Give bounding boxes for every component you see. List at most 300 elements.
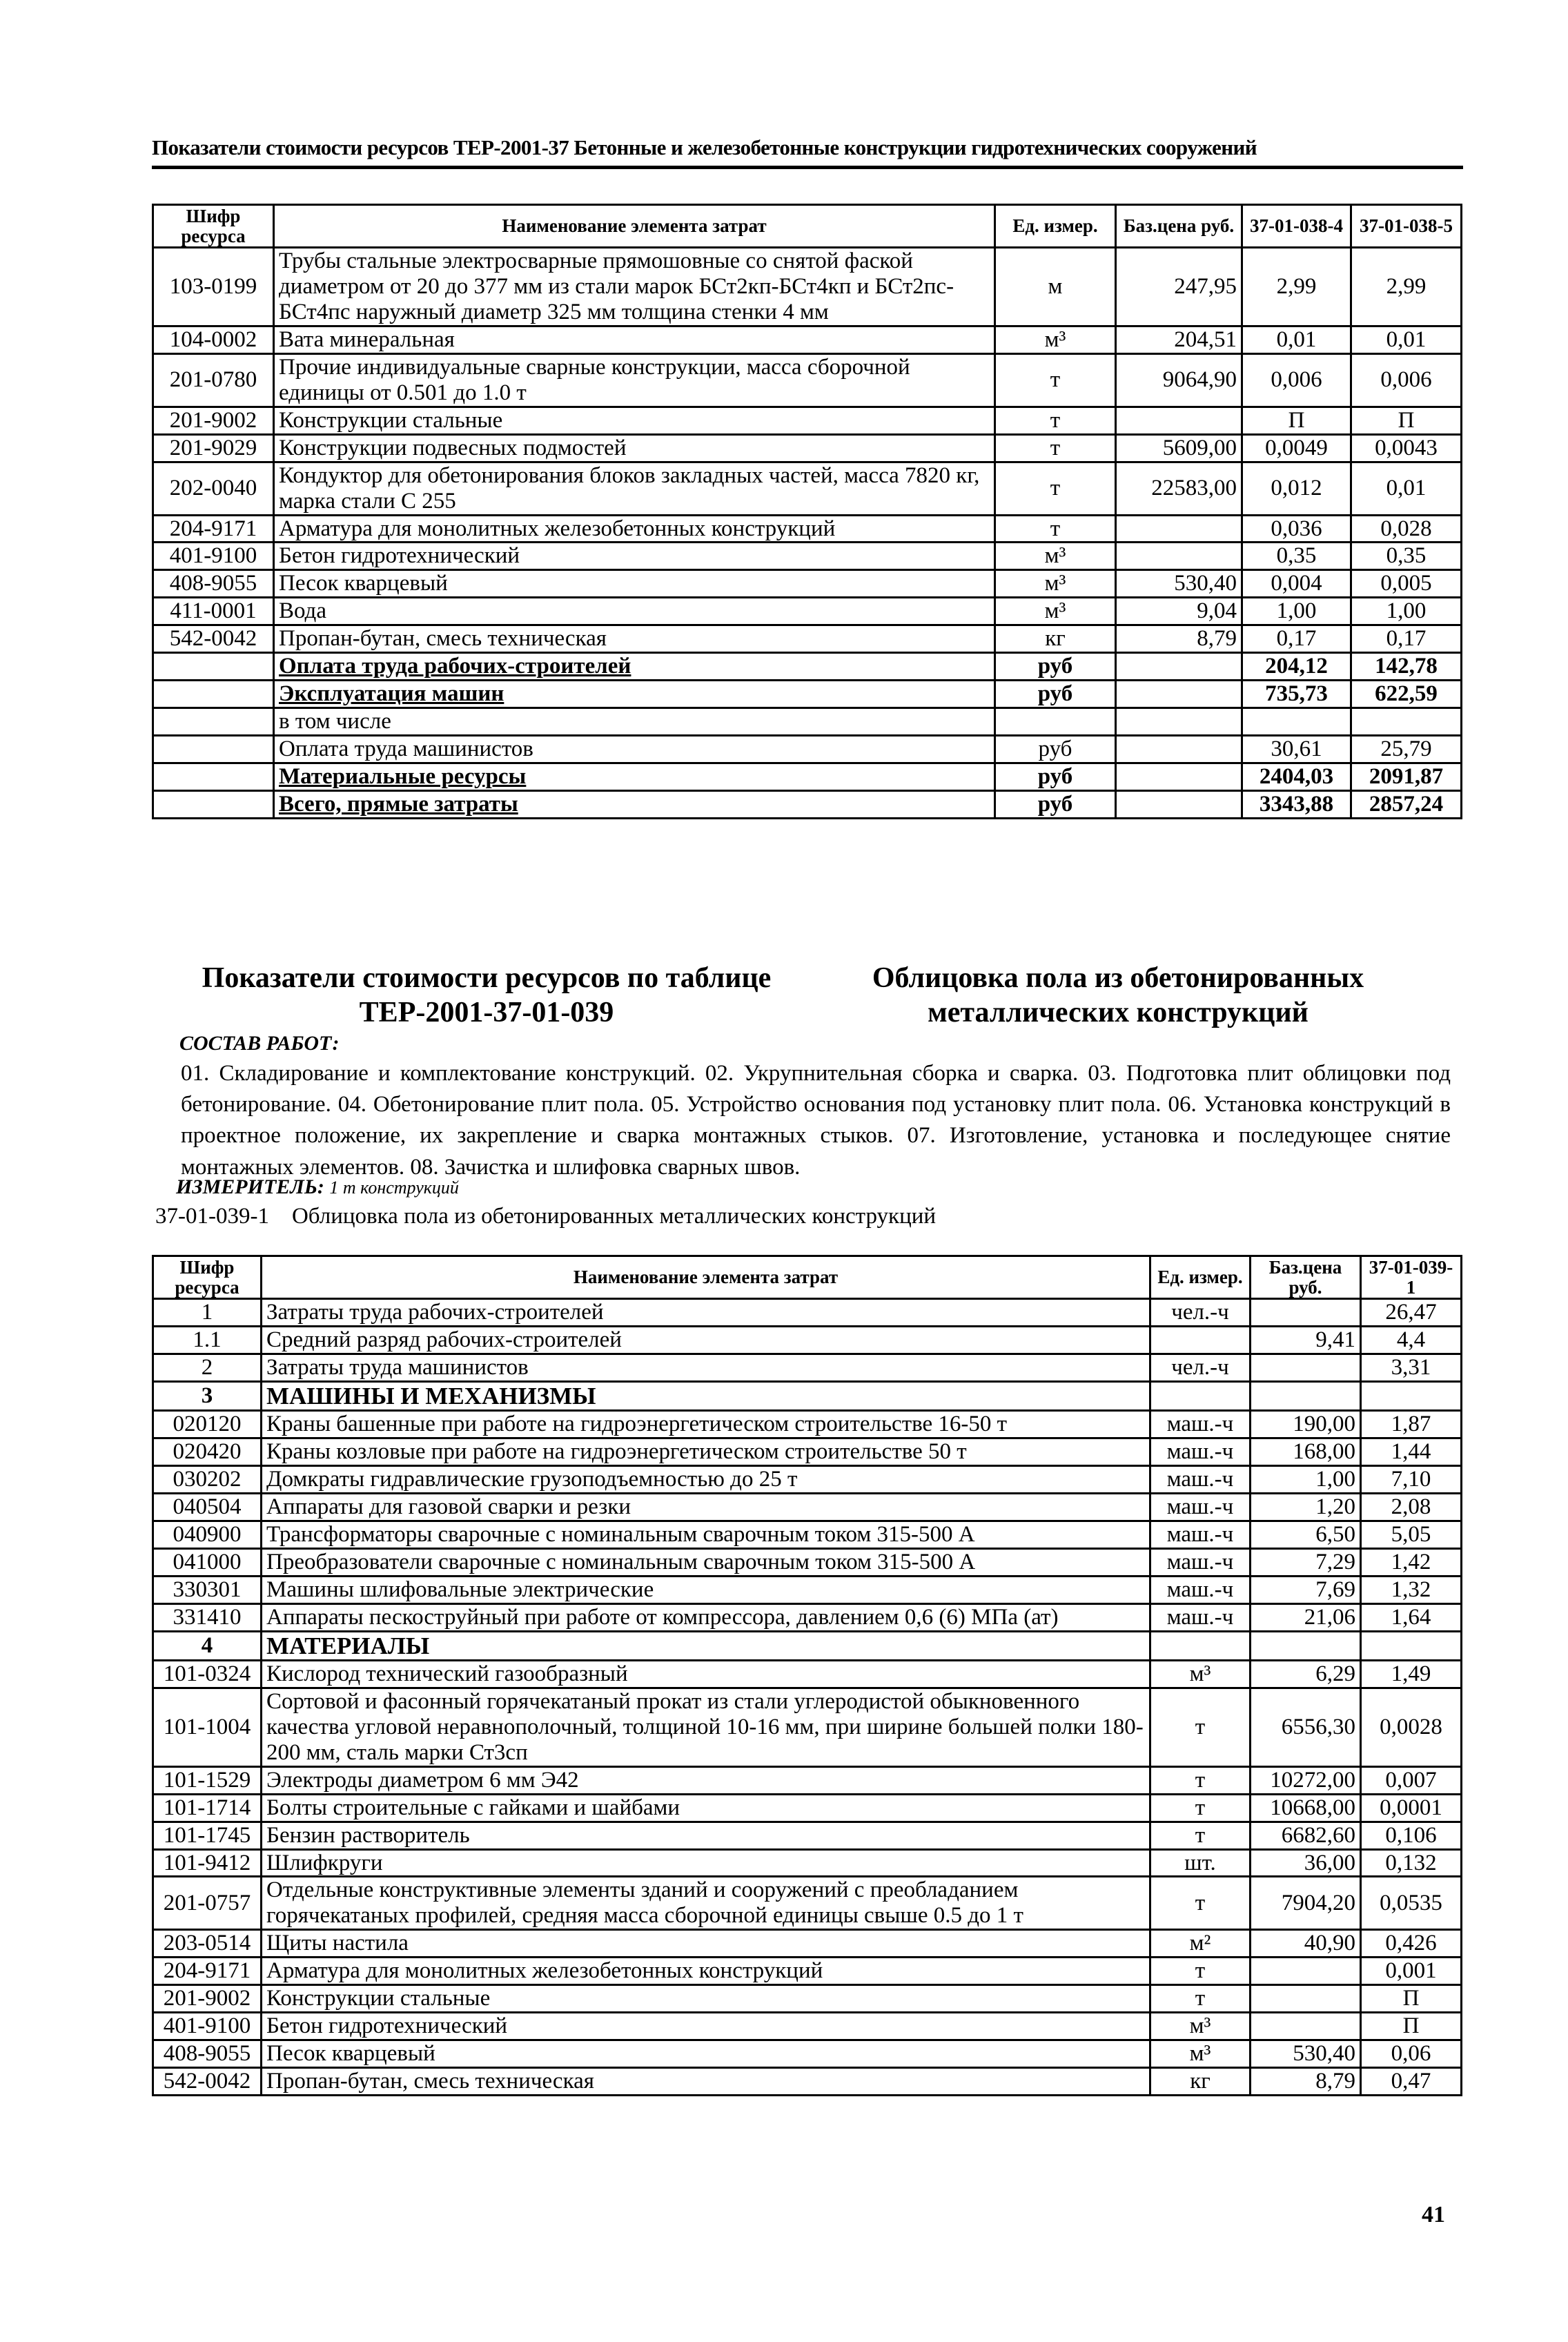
resource-name: Арматура для монолитных железобетонных конструкций	[274, 515, 995, 543]
resource-unit: т	[995, 407, 1116, 434]
summary-value-1: 30,61	[1242, 736, 1351, 763]
table-row	[153, 570, 1462, 598]
resource-code: 2	[153, 1354, 262, 1381]
norm-value-1: 0,012	[1242, 462, 1351, 515]
norm-value	[1361, 1631, 1462, 1660]
base-price: 9064,90	[1116, 353, 1242, 407]
base-price	[1116, 543, 1242, 570]
summary-price	[1116, 681, 1242, 708]
base-price: 40,90	[1251, 1930, 1361, 1958]
resource-name: Краны козловые при работе на гидроэнергетическом строительстве 50 т	[262, 1438, 1150, 1466]
table-row	[153, 515, 1462, 543]
norm-value-1: П	[1242, 407, 1351, 434]
norm-value: 1,32	[1361, 1576, 1462, 1603]
resource-unit: маш.-ч	[1150, 1603, 1251, 1631]
table-row	[153, 1985, 1462, 2013]
base-price: 6,29	[1251, 1660, 1361, 1688]
table-row	[153, 1794, 1462, 1822]
base-price: 1,20	[1251, 1493, 1361, 1521]
resource-unit: т	[1150, 1877, 1251, 1930]
base-price: 21,06	[1251, 1603, 1361, 1631]
summary-unit: руб	[995, 681, 1116, 708]
table-row	[153, 353, 1462, 407]
summary-name: в том числе	[274, 708, 995, 736]
resource-code: 104-0002	[153, 326, 274, 353]
table-row	[153, 1603, 1462, 1631]
resource-unit: маш.-ч	[1150, 1576, 1251, 1603]
section-row	[153, 1381, 1462, 1410]
table-row	[153, 1548, 1462, 1576]
resource-unit: шт.	[1150, 1849, 1251, 1877]
resource-name: Песок кварцевый	[262, 2040, 1150, 2068]
norm-value: 4,4	[1361, 1326, 1462, 1354]
resource-code: 201-0780	[153, 353, 274, 407]
summary-value-1: 3343,88	[1242, 791, 1351, 819]
norm-value-2: П	[1351, 407, 1462, 434]
table-row	[153, 2068, 1462, 2096]
resource-unit: маш.-ч	[1150, 1548, 1251, 1576]
resource-unit	[1150, 1381, 1251, 1410]
summary-value-2: 622,59	[1351, 681, 1462, 708]
norm-value: 3,31	[1361, 1354, 1462, 1381]
blank-cell	[153, 681, 274, 708]
col-header-unit: Ед. измер.	[1150, 1256, 1251, 1299]
resource-name: Средний разряд рабочих-строителей	[262, 1326, 1150, 1354]
summary-unit: руб	[995, 653, 1116, 681]
summary-value-2: 2857,24	[1351, 791, 1462, 819]
summary-value-2	[1351, 708, 1462, 736]
base-price: 6682,60	[1251, 1822, 1361, 1849]
norm-value-2: 0,01	[1351, 462, 1462, 515]
summary-row	[153, 708, 1462, 736]
summary-value-2: 25,79	[1351, 736, 1462, 763]
resource-name: Затраты труда рабочих-строителей	[262, 1299, 1150, 1327]
norm-value: 5,05	[1361, 1521, 1462, 1548]
table-row	[153, 1465, 1462, 1493]
resource-name: МАТЕРИАЛЫ	[262, 1631, 1150, 1660]
base-price: 247,95	[1116, 248, 1242, 326]
resource-code: 101-0324	[153, 1660, 262, 1688]
table-row	[153, 462, 1462, 515]
table-row	[153, 1521, 1462, 1548]
norm-value-2: 2,99	[1351, 248, 1462, 326]
norm-value-2: 1,00	[1351, 598, 1462, 625]
norm-value	[1361, 1381, 1462, 1410]
col-header-norm: 37-01-039-1	[1361, 1256, 1462, 1299]
col-header-unit: Ед. измер.	[995, 205, 1116, 248]
summary-unit: руб	[995, 736, 1116, 763]
resource-name: Пропан-бутан, смесь техническая	[274, 625, 995, 653]
col-header-price: Баз.цена руб.	[1116, 205, 1242, 248]
norm-value: 1,42	[1361, 1548, 1462, 1576]
norm-value: П	[1361, 1985, 1462, 2013]
resource-code: 330301	[153, 1576, 262, 1603]
resource-unit: т	[995, 353, 1116, 407]
table-row	[153, 1849, 1462, 1877]
resource-table-038	[152, 204, 1462, 819]
resource-code: 204-9171	[153, 515, 274, 543]
table-row	[153, 1877, 1462, 1930]
table-row	[153, 1438, 1462, 1466]
resource-code: 040504	[153, 1493, 262, 1521]
resource-unit: т	[1150, 1794, 1251, 1822]
resource-unit: м³	[1150, 2013, 1251, 2040]
base-price	[1251, 1985, 1361, 2013]
table-row	[153, 1688, 1462, 1766]
resource-name: Болты строительные с гайками и шайбами	[262, 1794, 1150, 1822]
norm-value-2: 0,17	[1351, 625, 1462, 653]
base-price: 10668,00	[1251, 1794, 1361, 1822]
resource-unit: т	[995, 434, 1116, 462]
norm-line	[155, 1204, 936, 1229]
resource-code: 408-9055	[153, 2040, 262, 2068]
summary-price	[1116, 653, 1242, 681]
norm-value-2: 0,0043	[1351, 434, 1462, 462]
base-price	[1251, 1381, 1361, 1410]
resource-unit: м²	[1150, 1930, 1251, 1958]
resource-name: Аппараты для газовой сварки и резки	[262, 1493, 1150, 1521]
resource-code: 020120	[153, 1411, 262, 1438]
table-row	[153, 543, 1462, 570]
summary-row	[153, 681, 1462, 708]
resource-code: 203-0514	[153, 1930, 262, 1958]
resource-name: Щиты настила	[262, 1930, 1150, 1958]
base-price: 9,04	[1116, 598, 1242, 625]
base-price: 6556,30	[1251, 1688, 1361, 1766]
table-row	[153, 1354, 1462, 1381]
resource-unit: т	[1150, 1985, 1251, 2013]
summary-row	[153, 763, 1462, 791]
summary-unit: руб	[995, 763, 1116, 791]
base-price: 190,00	[1251, 1411, 1361, 1438]
summary-unit	[995, 708, 1116, 736]
resource-unit: маш.-ч	[1150, 1521, 1251, 1548]
resource-name: Электроды диаметром 6 мм Э42	[262, 1766, 1150, 1794]
table-row	[153, 326, 1462, 353]
summary-name: Оплата труда рабочих-строителей	[274, 653, 995, 681]
table2-body	[153, 1299, 1462, 2096]
norm-value: 26,47	[1361, 1299, 1462, 1327]
col-header-name: Наименование элемента затрат	[274, 205, 995, 248]
norm-value-2: 0,006	[1351, 353, 1462, 407]
blank-cell	[153, 653, 274, 681]
resource-name: Шлифкруги	[262, 1849, 1150, 1877]
norm-value-1: 1,00	[1242, 598, 1351, 625]
base-price: 530,40	[1251, 2040, 1361, 2068]
summary-name: Материальные ресурсы	[274, 763, 995, 791]
composition-label: СОСТАВ РАБОТ:	[179, 1032, 340, 1055]
summary-price	[1116, 736, 1242, 763]
table-row	[153, 1576, 1462, 1603]
resource-name: Машины шлифовальные электрические	[262, 1576, 1150, 1603]
summary-name: Всего, прямые затраты	[274, 791, 995, 819]
norm-value-1: 2,99	[1242, 248, 1351, 326]
summary-row	[153, 653, 1462, 681]
resource-unit: м³	[995, 598, 1116, 625]
table-row	[153, 1930, 1462, 1958]
resource-name: Бетон гидротехнический	[262, 2013, 1150, 2040]
base-price: 36,00	[1251, 1849, 1361, 1877]
summary-value-1: 735,73	[1242, 681, 1351, 708]
resource-name: Трубы стальные электросварные прямошовные со снятой фаской диаметром от 20 до 377 мм из стали марок БСт2кп-БСт4кп и БСт2пс-БСт4пс наружный диаметр 325 мм толщина стенки 4 мм	[274, 248, 995, 326]
summary-price	[1116, 708, 1242, 736]
resource-code: 040900	[153, 1521, 262, 1548]
resource-code: 331410	[153, 1603, 262, 1631]
norm-value: 0,47	[1361, 2068, 1462, 2096]
base-price: 530,40	[1116, 570, 1242, 598]
norm-value-1: 0,036	[1242, 515, 1351, 543]
resource-unit: т	[995, 515, 1116, 543]
resource-unit: т	[995, 462, 1116, 515]
norm-value-2: 0,35	[1351, 543, 1462, 570]
resource-unit	[1150, 1631, 1251, 1660]
page-header: Показатели стоимости ресурсов ТЕР-2001-37 Бетонные и железобетонные конструкции гидротехнических сооружений	[152, 135, 1257, 159]
base-price	[1116, 515, 1242, 543]
blank-cell	[153, 736, 274, 763]
base-price	[1116, 407, 1242, 434]
norm-value-2: 0,01	[1351, 326, 1462, 353]
base-price	[1251, 1631, 1361, 1660]
resource-code: 201-9029	[153, 434, 274, 462]
summary-price	[1116, 763, 1242, 791]
resource-name: Трансформаторы сварочные с номинальным сварочным током 315-500 А	[262, 1521, 1150, 1548]
resource-name: Аппараты пескоструйный при работе от компрессора, давлением 0,6 (6) МПа (ат)	[262, 1603, 1150, 1631]
resource-code: 408-9055	[153, 570, 274, 598]
norm-value: 2,08	[1361, 1493, 1462, 1521]
resource-name: Краны башенные при работе на гидроэнергетическом строительстве 16-50 т	[262, 1411, 1150, 1438]
base-price: 1,00	[1251, 1465, 1361, 1493]
base-price: 7904,20	[1251, 1877, 1361, 1930]
resource-code: 101-1529	[153, 1766, 262, 1794]
resource-unit: т	[1150, 1688, 1251, 1766]
resource-name: Отдельные конструктивные элементы зданий и сооружений с преобладанием горячекатаных профилей, средняя масса сборочной единицы свыше 0.5 до 1 т	[262, 1877, 1150, 1930]
norm-value: 1,64	[1361, 1603, 1462, 1631]
page-number: 41	[1422, 2202, 1445, 2227]
resource-unit: м³	[995, 326, 1116, 353]
resource-code: 201-0757	[153, 1877, 262, 1930]
norm-value: 0,132	[1361, 1849, 1462, 1877]
base-price: 5609,00	[1116, 434, 1242, 462]
resource-unit: т	[1150, 1822, 1251, 1849]
table-row	[153, 1660, 1462, 1688]
table-row	[153, 1822, 1462, 1849]
resource-name: Кондуктор для обетонирования блоков закладных частей, масса 7820 кг, марка стали С 255	[274, 462, 995, 515]
composition-text: 01. Складирование и комплектование конструкций. 02. Укрупнительная сборка и сварка. 03. Подготовка плит облицовки под бетонирование. 04. Обетонирование плит пола. 05. Устройство основания под установку плит пола. 06. Установка конструкций в проектное положение, их закрепление и сварка монтажных стыков. 07. Изготовление, установка и последующее снятие монтажных элементов. 08. Зачистка и шлифовка сварных швов.	[181, 1061, 1451, 1180]
summary-name: Оплата труда машинистов	[274, 736, 995, 763]
norm-value-1: 0,006	[1242, 353, 1351, 407]
resource-name: Конструкции подвесных подмостей	[274, 434, 995, 462]
base-price: 204,51	[1116, 326, 1242, 353]
base-price: 10272,00	[1251, 1766, 1361, 1794]
resource-code: 030202	[153, 1465, 262, 1493]
norm-value: 1,87	[1361, 1411, 1462, 1438]
summary-price	[1116, 791, 1242, 819]
base-price	[1251, 1958, 1361, 1985]
resource-unit: м³	[995, 543, 1116, 570]
resource-code: 4	[153, 1631, 262, 1660]
table-row	[153, 1299, 1462, 1327]
resource-table-039	[152, 1255, 1462, 2096]
resource-unit	[1150, 1326, 1251, 1354]
base-price: 168,00	[1251, 1438, 1361, 1466]
resource-code: 3	[153, 1381, 262, 1410]
table-row	[153, 248, 1462, 326]
col-header-name: Наименование элемента затрат	[262, 1256, 1150, 1299]
norm-value-2: 0,005	[1351, 570, 1462, 598]
table-row	[153, 625, 1462, 653]
summary-value-1	[1242, 708, 1351, 736]
resource-code: 411-0001	[153, 598, 274, 625]
resource-unit: маш.-ч	[1150, 1493, 1251, 1521]
resource-name: Вата минеральная	[274, 326, 995, 353]
col-header-code: Шифр ресурса	[153, 1256, 262, 1299]
base-price: 6,50	[1251, 1521, 1361, 1548]
norm-value: 0,06	[1361, 2040, 1462, 2068]
norm-value-1: 0,01	[1242, 326, 1351, 353]
resource-code: 542-0042	[153, 625, 274, 653]
resource-code: 103-0199	[153, 248, 274, 326]
norm-value: 1,49	[1361, 1660, 1462, 1688]
summary-unit: руб	[995, 791, 1116, 819]
resource-unit: маш.-ч	[1150, 1465, 1251, 1493]
col-header-norm-1: 37-01-038-4	[1242, 205, 1351, 248]
resource-name: Арматура для монолитных железобетонных конструкций	[262, 1958, 1150, 1985]
resource-unit: кг	[1150, 2068, 1251, 2096]
resource-unit: кг	[995, 625, 1116, 653]
norm-value: 0,0028	[1361, 1688, 1462, 1766]
resource-code: 101-1714	[153, 1794, 262, 1822]
norm-value: 0,0001	[1361, 1794, 1462, 1822]
resource-code: 204-9171	[153, 1958, 262, 1985]
resource-name: Вода	[274, 598, 995, 625]
resource-unit: маш.-ч	[1150, 1411, 1251, 1438]
resource-code: 1	[153, 1299, 262, 1327]
resource-code: 101-1004	[153, 1688, 262, 1766]
meter-line	[176, 1175, 459, 1199]
resource-unit: т	[1150, 1766, 1251, 1794]
base-price	[1251, 1299, 1361, 1327]
resource-name: Пропан-бутан, смесь техническая	[262, 2068, 1150, 2096]
summary-row	[153, 736, 1462, 763]
resource-name: Кислород технический газообразный	[262, 1660, 1150, 1688]
resource-name: Конструкции стальные	[274, 407, 995, 434]
resource-code: 1.1	[153, 1326, 262, 1354]
table-row	[153, 598, 1462, 625]
summary-value-1: 2404,03	[1242, 763, 1351, 791]
norm-value-1: 0,35	[1242, 543, 1351, 570]
norm-value: 0,426	[1361, 1930, 1462, 1958]
meter-label: ИЗМЕРИТЕЛЬ:	[176, 1175, 324, 1198]
norm-code: 37-01-039-1	[155, 1204, 269, 1229]
resource-unit: чел.-ч	[1150, 1299, 1251, 1327]
table-row	[153, 1411, 1462, 1438]
base-price: 8,79	[1251, 2068, 1361, 2096]
base-price: 8,79	[1116, 625, 1242, 653]
base-price	[1251, 1354, 1361, 1381]
summary-value-2: 142,78	[1351, 653, 1462, 681]
section-row	[153, 1631, 1462, 1660]
resource-code: 542-0042	[153, 2068, 262, 2096]
resource-name: МАШИНЫ И МЕХАНИЗМЫ	[262, 1381, 1150, 1410]
table-row	[153, 2013, 1462, 2040]
base-price: 7,29	[1251, 1548, 1361, 1576]
resource-name: Песок кварцевый	[274, 570, 995, 598]
norm-value: 0,007	[1361, 1766, 1462, 1794]
table-row	[153, 434, 1462, 462]
base-price: 22583,00	[1116, 462, 1242, 515]
resource-name: Бетон гидротехнический	[274, 543, 995, 570]
resource-name: Бензин растворитель	[262, 1822, 1150, 1849]
table-row	[153, 1326, 1462, 1354]
base-price	[1251, 2013, 1361, 2040]
summary-value-2: 2091,87	[1351, 763, 1462, 791]
norm-value: 1,44	[1361, 1438, 1462, 1466]
table-row	[153, 407, 1462, 434]
col-header-price: Баз.цена руб.	[1251, 1256, 1361, 1299]
col-header-norm-2: 37-01-038-5	[1351, 205, 1462, 248]
resource-unit: м³	[1150, 2040, 1251, 2068]
resource-name: Домкраты гидравлические грузоподъемностью до 25 т	[262, 1465, 1150, 1493]
resource-name: Конструкции стальные	[262, 1985, 1150, 2013]
resource-name: Затраты труда машинистов	[262, 1354, 1150, 1381]
resource-code: 401-9100	[153, 543, 274, 570]
resource-unit: м	[995, 248, 1116, 326]
summary-name: Эксплуатация машин	[274, 681, 995, 708]
resource-code: 020420	[153, 1438, 262, 1466]
norm-value-1: 0,0049	[1242, 434, 1351, 462]
header-rule	[152, 166, 1463, 169]
norm-value-1: 0,17	[1242, 625, 1351, 653]
table-row	[153, 2040, 1462, 2068]
summary-row	[153, 791, 1462, 819]
resource-unit: маш.-ч	[1150, 1438, 1251, 1466]
meter-value: 1 т конструкций	[329, 1178, 459, 1198]
blank-cell	[153, 708, 274, 736]
norm-value: П	[1361, 2013, 1462, 2040]
resource-name: Прочие индивидуальные сварные конструкции, масса сборочной единицы от 0.501 до 1.0 т	[274, 353, 995, 407]
resource-code: 401-9100	[153, 2013, 262, 2040]
norm-value: 0,106	[1361, 1822, 1462, 1849]
table-title-left: Показатели стоимости ресурсов по таблице ТЕР-2001-37-01-039	[202, 962, 772, 1029]
norm-name: Облицовка пола из обетонированных металлических конструкций	[291, 1204, 937, 1229]
resource-unit: м³	[995, 570, 1116, 598]
table1-body	[153, 248, 1462, 819]
base-price: 9,41	[1251, 1326, 1361, 1354]
resource-code: 201-9002	[153, 1985, 262, 2013]
resource-code: 041000	[153, 1548, 262, 1576]
norm-value: 7,10	[1361, 1465, 1462, 1493]
summary-value-1: 204,12	[1242, 653, 1351, 681]
blank-cell	[153, 791, 274, 819]
resource-name: Сортовой и фасонный горячекатаный прокат из стали углеродистой обыкновенного качества угловой неравнополочный, толщиной 10-16 мм, при ширине большей полки 180-200 мм, сталь марки Ст3сп	[262, 1688, 1150, 1766]
norm-value-1: 0,004	[1242, 570, 1351, 598]
resource-unit: т	[1150, 1958, 1251, 1985]
resource-name: Преобразователи сварочные с номинальным сварочным током 315-500 А	[262, 1548, 1150, 1576]
blank-cell	[153, 763, 274, 791]
resource-code: 101-9412	[153, 1849, 262, 1877]
table-row	[153, 1493, 1462, 1521]
resource-unit: чел.-ч	[1150, 1354, 1251, 1381]
norm-value: 0,001	[1361, 1958, 1462, 1985]
resource-code: 202-0040	[153, 462, 274, 515]
resource-unit: м³	[1150, 1660, 1251, 1688]
col-header-code: Шифр ресурса	[153, 205, 274, 248]
table-row	[153, 1766, 1462, 1794]
table-title-right: Облицовка пола из обетонированных металлических конструкций	[872, 962, 1364, 1029]
norm-value-2: 0,028	[1351, 515, 1462, 543]
resource-code: 201-9002	[153, 407, 274, 434]
resource-code: 101-1745	[153, 1822, 262, 1849]
